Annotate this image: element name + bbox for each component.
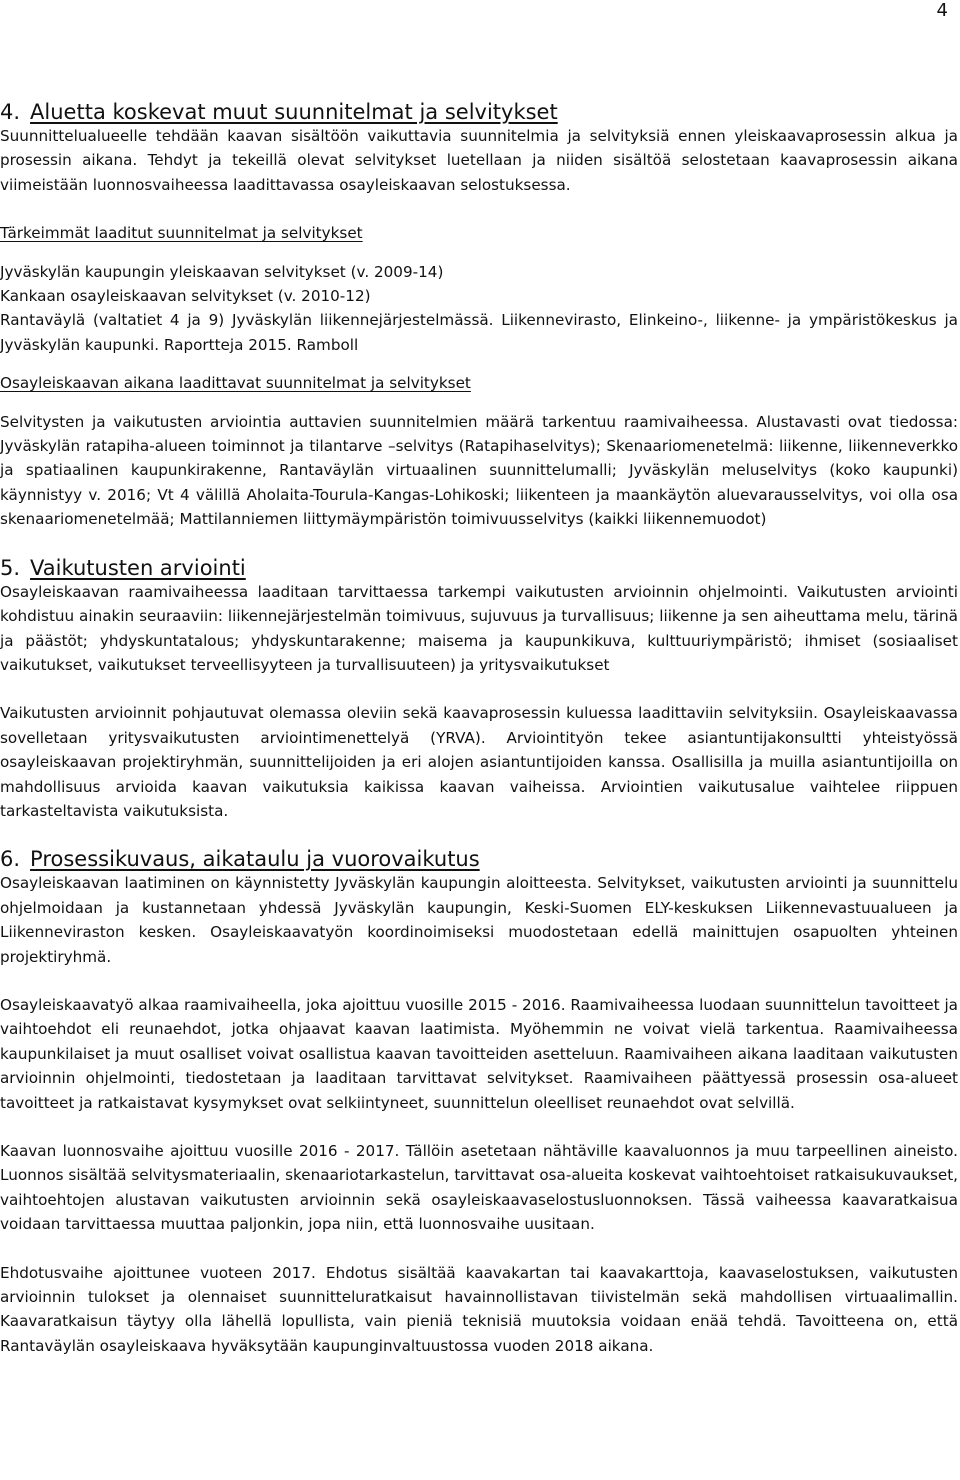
section-6-paragraph-4: Ehdotusvaihe ajoittunee vuoteen 2017. Ehdotus sisältää kaavakartan tai kaavakarttoja, kaavaselostuksen, vaikutusten arvioinnin tulokset ja olennaiset suunnitteluratkaisut havainnollistavan tiivistelmän sekä mahdollisen virtuaalimallin. Kaavaratkaisun täytyy olla lähellä lopullista, vain pieniä teknisiä muutoksia voidaan enää tehdä. Tavoitteena on, että Rantaväylän osayleiskaava hyväksytään kaupunginvaltuustossa vuoden 2018 aikana. <box>0 1263 958 1355</box>
section-6-title: Prosessikuvaus, aikataulu ja vuorovaikutus <box>30 847 480 872</box>
section-6-paragraph-1: Osayleiskaavan laatiminen on käynnistetty Jyväskylän kaupungin aloitteesta. Selvitykset, vaikutusten arviointi ja suunnittelu ohjelmoidaan ja kustannetaan yhdessä Jyväskylän kaupungin, Keski-Suomen ELY-keskuksen Liikennevastuualueen ja Liikenneviraston kesken. Osayleiskaavatyön koordinoimiseksi muodostetaan edellä mainittujen osapuolten yhteinen projektiryhmä. <box>0 874 958 966</box>
section-6-paragraph-2: Osayleiskaavatyö alkaa raamivaiheella, joka ajoittuu vuosille 2015 - 2016. Raamivaiheessa luodaan suunnittelun tavoitteet ja vaihtoehdot eli reunaehdot, jotka ohjaavat kaavan laatimista. Myöhemmin ne voivat vielä tarkentua. Raamivaiheessa kaupunkilaiset ja muut osalliset voivat osallistua kaavan tavoitteiden asetteluun. Raamivaiheen aikana laaditaan vaikutusten arvioinnin ohjelmointi, tiedostetaan ja laaditaan tarvittavat selvitykset. Raamivaiheen päättyessä prosessin osa-alueet tavoitteet ja ratkaistavat kysymykset ovat selkiintyneet, suunnittelun oleelliset reunaehdot ovat selvillä. <box>0 995 958 1112</box>
key-plan-item-1: Jyväskylän kaupungin yleiskaavan selvitykset (v. 2009-14) <box>0 262 444 281</box>
planned-studies-text: Selvitysten ja vaikutusten arviointia auttavien suunnitelmien määrä tarkentuu raamivaiheessa. Alustavasti ovat tiedossa: Jyväskylän ratapiha-alueen toiminnot ja tilantarve –selvitys (Ratapihaselvitys); Skenaariomenetelmä: liikenne, liikenneverkko ja spatiaalinen kaupunkirakenne, Rantaväylän virtuaalinen suunnittelumalli; Jyväskylän meluselvitys (koko kaupunki) käynnistyy v. 2016; Vt 4 välillä Aholaita-Tourula-Kangas-Lohikoski; liikenteen ja maankäytön aluevarausselvitys, voi olla osa skenaariomenetelmää; Mattilanniemen liittymäympäristön toimivuusselvitys (kaikki liikennemuodot) <box>0 412 958 529</box>
section-6-number: 6. <box>0 847 21 872</box>
section-5-paragraph-1: Osayleiskaavan raamivaiheessa laaditaan tarvittaessa tarkempi vaikutusten arvioinnin ohjelmointi. Vaikutusten arviointi kohdistuu ainakin seuraaviin: liikennejärjestelmän toimivuus, sujuvuus ja turvallisuus; liikenne ja sen aiheuttama melu, tärinä ja päästöt; yhdyskuntatalous; yhdyskuntarakenne; maisema ja kaupunkikuva, kulttuuriympäristö; ihmiset (sosiaaliset vaikutukset, vaikutukset terveellisyyteen ja turvallisuuteen) ja yritysvaikutukset <box>0 582 958 674</box>
document-body <box>0 100 958 1358</box>
planned-studies-heading: Osayleiskaavan aikana laadittavat suunnitelmat ja selvitykset <box>0 374 471 393</box>
section-6-paragraph-3: Kaavan luonnosvaihe ajoittuu vuosille 2016 - 2017. Tällöin asetetaan nähtäville kaavaluonnos ja muu tarpeellinen aineisto. Luonnos sisältää selvitysmateriaalin, skenaariotarkastelun, tarvittavat osa-alueita koskevat vaihtoehtoiset ratkaisukuvaukset, vaihtoehtojen alustavan vaikutusten arvioinnin sekä osayleiskaavaselostusluonnoksen. Tässä vaiheessa kaavaratkaisua voidaan tarvittaessa muuttaa paljonkin, jopa niin, että luonnosvaihe uusitaan. <box>0 1142 958 1234</box>
section-6-heading <box>0 847 958 871</box>
key-plans-heading: Tärkeimmät laaditut suunnitelmat ja selvitykset <box>0 224 363 243</box>
section-5-heading <box>0 556 958 580</box>
section-5-title: Vaikutusten arviointi <box>30 555 246 580</box>
key-plan-item-2: Kankaan osayleiskaavan selvitykset (v. 2010-12) <box>0 287 371 306</box>
section-5-number: 5. <box>0 555 21 580</box>
page-number: 4 <box>936 0 948 21</box>
section-4-intro: Suunnittelualueelle tehdään kaavan sisältöön vaikuttavia suunnitelmia ja selvityksiä ennen yleiskaavaprosessin alkua ja prosessin aikana. Tehdyt ja tekeillä olevat selvitykset luetellaan ja niiden sisältöä selostetaan kaavaprosessin aikana viimeistään luonnosvaiheessa laadittavassa osayleiskaavan selostuksessa. <box>0 127 958 194</box>
section-5-paragraph-2: Vaikutusten arvioinnit pohjautuvat olemassa oleviin sekä kaavaprosessin kuluessa laadittaviin selvityksiin. Osayleiskaavassa sovelletaan yritysvaikutusten arviointimenettelyä (YRVA). Arviointityön tekee asiantuntijakonsultti yhteistyössä osayleiskaavan projektiryhmän, suunnittelijoiden ja eri alojen asiantuntijoiden kanssa. Osallisilla ja muilla asiantuntijoilla on mahdollisuus arvioida kaavan vaikutuksia kaikissa kaavan vaiheissa. Arviointien vaikutusalue vaihtelee riippuen tarkasteltavista vaikutuksista. <box>0 704 958 820</box>
key-plan-item-3: Rantaväylä (valtatiet 4 ja 9) Jyväskylän liikennejärjestelmässä. Liikennevirasto, Elinkeino-, liikenne- ja ympäristökeskus ja Jyväskylän kaupunki. Raportteja 2015. Ramboll <box>0 311 958 354</box>
section-4-heading <box>0 100 958 124</box>
section-4-number: 4. <box>0 100 21 124</box>
section-4-title: Aluetta koskevat muut suunnitelmat ja selvitykset <box>30 100 558 124</box>
